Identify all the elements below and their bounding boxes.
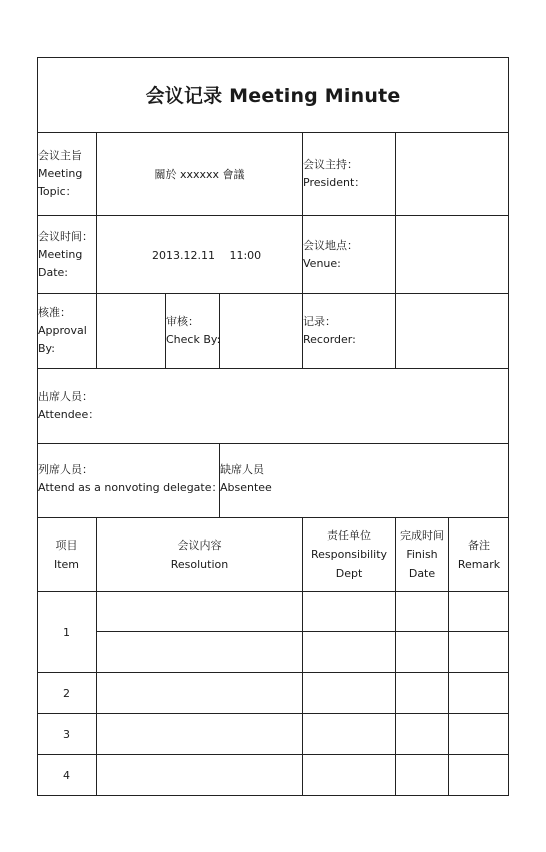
president-label: 会议主持： President： (303, 158, 366, 189)
header-remark: 备注 Remark (457, 538, 501, 571)
item-number: 3 (63, 727, 70, 741)
header-item: 项目 Item (53, 538, 80, 571)
recorder-label: 记录： Recorder: (303, 315, 356, 346)
recorder-value[interactable] (396, 294, 508, 368)
header-finish-date: 完成时间 Finish Date (400, 529, 444, 580)
resolution-cell[interactable] (97, 592, 302, 631)
attendee-value[interactable] (137, 369, 508, 443)
item-number: 1 (63, 625, 70, 639)
check-value[interactable] (220, 294, 302, 368)
resolution-cell[interactable] (97, 632, 302, 672)
divider (37, 443, 509, 444)
item-number: 4 (63, 768, 70, 782)
resolution-cell[interactable] (97, 673, 302, 713)
venue-value[interactable] (396, 216, 508, 293)
header-resolution: 会议内容 Resolution (170, 538, 229, 571)
resolution-cell[interactable] (97, 755, 302, 795)
resolution-cell[interactable] (97, 714, 302, 754)
topic-value[interactable]: 關於 xxxxxx 會議 (154, 168, 245, 181)
meeting-date-label: 会议时间： Meeting Date: (38, 230, 93, 279)
item-number: 2 (63, 686, 70, 700)
topic-label: 会议主旨 Meeting Topic： (38, 149, 83, 198)
absentee-label: 缺席人员 Absentee (220, 463, 272, 494)
check-label: 审核： Check By: (166, 315, 221, 346)
approval-value[interactable] (97, 294, 165, 368)
president-value[interactable] (396, 133, 508, 215)
venue-label: 会议地点： Venue: (303, 239, 358, 270)
attendee-label: 出席人员： Attendee： (38, 390, 100, 421)
delegate-label: 列席人员： Attend as a nonvoting delegate： (38, 463, 223, 494)
meeting-date-value[interactable]: 2013.12.11 11:00 (152, 248, 262, 262)
form-title: 会议记录 Meeting Minute (145, 85, 401, 107)
approval-label: 核准： Approval By: (38, 306, 87, 355)
meeting-minute-form (37, 57, 509, 796)
header-responsibility-dept: 责任单位 Responsibility Dept (310, 529, 388, 580)
